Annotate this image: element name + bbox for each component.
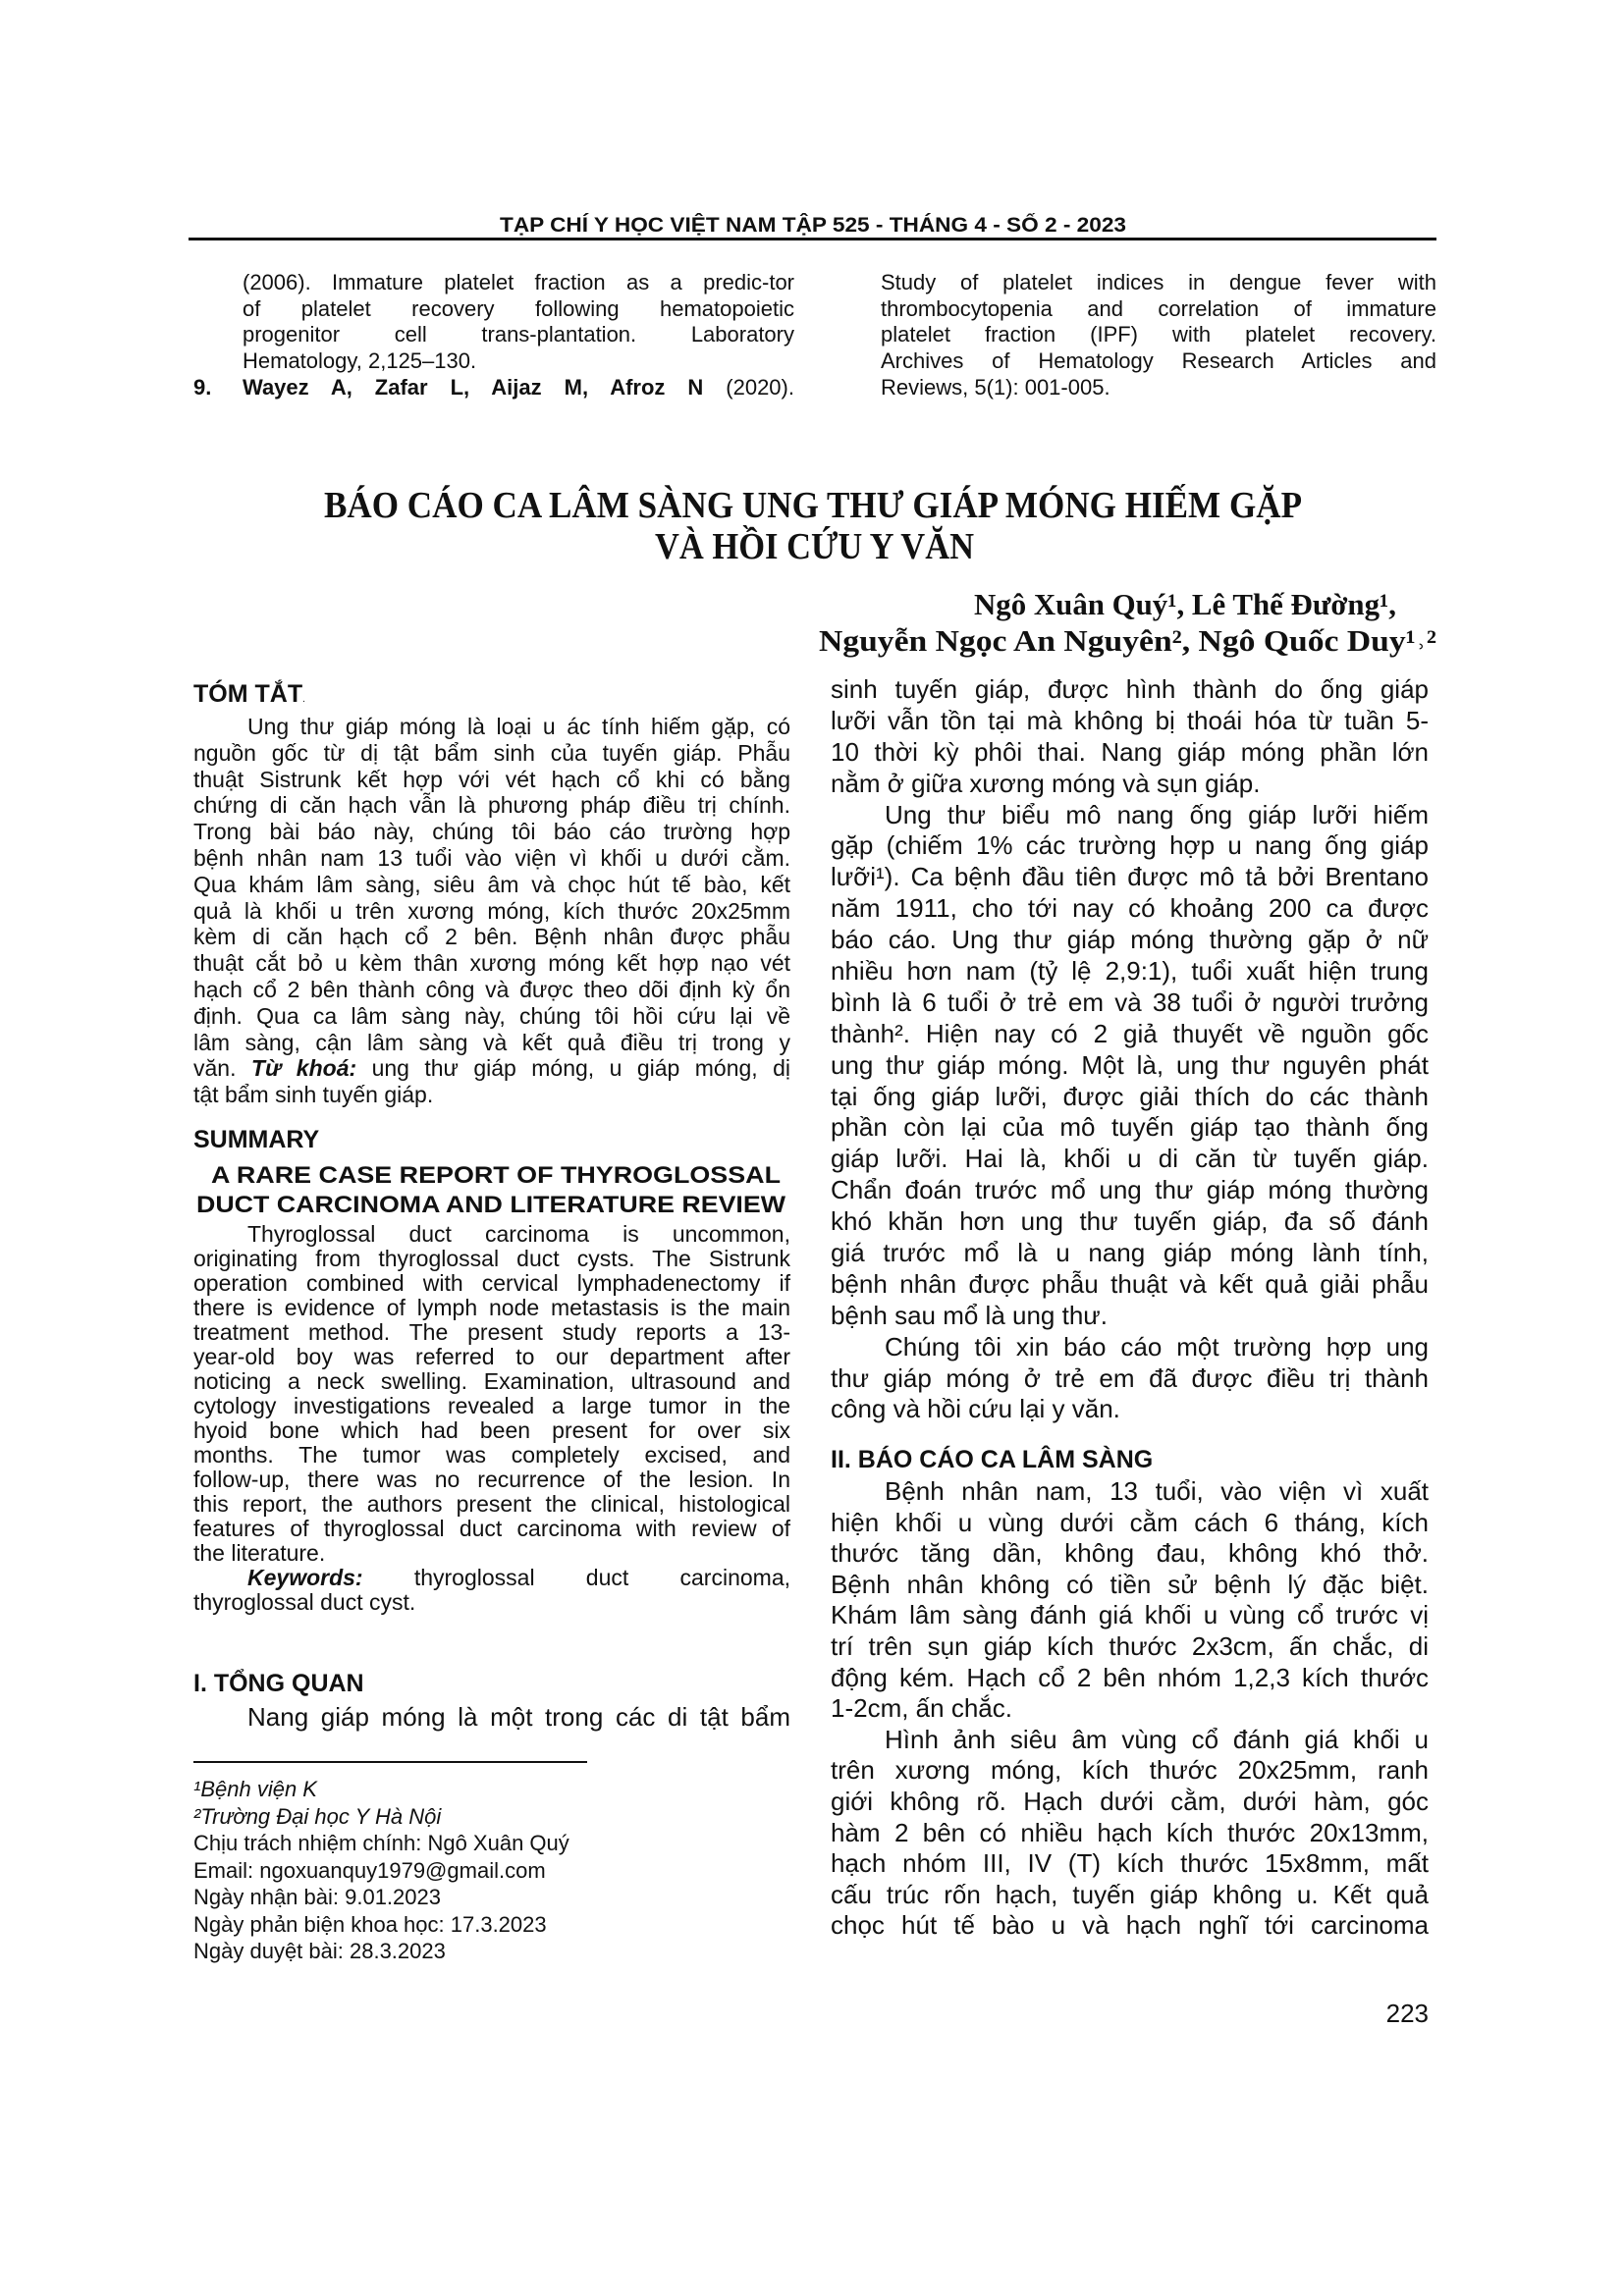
text-line	[193, 1055, 790, 1082]
abstract-english	[193, 1222, 790, 1615]
text-line	[243, 375, 794, 401]
text-line: Chẩn đoán trước mổ ung thư giáp móng thường	[831, 1175, 1429, 1205]
text-line: Ngày phản biện khoa học: 17.3.2023	[193, 1911, 547, 1937]
authors-text: Nguyễn Ngọc An Nguyên², Ngô Quốc Duy¹˒²	[819, 623, 1436, 658]
text-line: nằm ở giữa xương móng và sụn giáp.	[831, 768, 1261, 798]
text-line: chọc hút tế bào u và hạch nghĩ tới carcinoma	[831, 1910, 1429, 1941]
text-line: lưỡi¹). Ca bệnh đầu tiên được mô tả bởi Brentano	[831, 862, 1429, 892]
text-line: thrombocytopenia and correlation of immature	[881, 295, 1436, 321]
text-line: Bệnh nhân không có tiền sử bệnh lý đặc biệt.	[831, 1569, 1429, 1599]
summary-title-text: DUCT CARCINOMA AND LITERATURE REVIEW	[196, 1192, 785, 1218]
text-line: progenitor cell trans-plantation. Laboratory	[243, 322, 794, 347]
text-segment: thyroglossal duct carcinoma,	[362, 1564, 790, 1590]
text-line: hạch cổ 2 bên thành công và được theo dõi định kỳ ổn	[193, 976, 790, 1002]
journal-header-text: TẠP CHÍ Y HỌC VIỆT NAM TẬP 525 - THÁNG 4 - SỐ 2 - 2023	[500, 214, 1126, 237]
text-line: lưỡi vẫn tồn tại mà không bị thoái hóa từ tuần 5-	[831, 705, 1429, 735]
text-line: định. Qua ca lâm sàng này, chúng tôi hồi cứu lại về	[193, 1002, 790, 1029]
section-2-text	[831, 1476, 1429, 1942]
text-line: Ngày nhận bài: 9.01.2023	[193, 1885, 441, 1909]
text-segment: ²Trường Đại học Y Hà Nội	[193, 1803, 442, 1829]
text-segment: ung thư giáp móng, u giáp móng, dị	[356, 1055, 790, 1082]
header-divider	[189, 238, 1436, 240]
text-line: year-old boy was referred to our department after	[193, 1343, 790, 1369]
text-line: hiện khối u vùng dưới cằm cách 6 tháng, kích	[831, 1507, 1429, 1537]
authors-line-2	[819, 622, 1436, 659]
summary-heading: SUMMARY	[193, 1126, 320, 1153]
text-line: Trong bài báo này, chúng tôi báo cáo trường hợp	[193, 819, 790, 845]
text-line: bệnh sau mổ là ung thư.	[831, 1300, 1108, 1330]
text-line: phần còn lại của mô tuyến giáp tạo thành ống	[831, 1112, 1429, 1143]
text-line: công và hồi cứu lại y văn.	[831, 1394, 1120, 1424]
text-line: bệnh nhân được phẫu thuật và kết quả giải phẫu	[831, 1268, 1429, 1299]
text-line: Nang giáp móng là một trong các di tật bẩm	[247, 1702, 790, 1732]
footnote-divider	[193, 1761, 587, 1763]
summary-title-text: A RARE CASE REPORT OF THYROGLOSSAL	[211, 1162, 781, 1189]
text-line: follow-up, there was no recurrence of the lesion. In	[193, 1466, 790, 1492]
text-segment: văn.	[193, 1055, 251, 1082]
keyword-label: Keywords:	[247, 1564, 363, 1590]
text-line: nhiều hơn nam (tỷ lệ 2,9:1), tuổi xuất hiện trung	[831, 956, 1429, 987]
text-line: platelet fraction (IPF) with platelet recovery.	[881, 322, 1436, 347]
text-line: trí trên sụn giáp kích thước 2x3cm, ấn chắc, di	[831, 1630, 1429, 1661]
text-line: tại ống giáp lưỡi, được giải thích do các thành	[831, 1081, 1429, 1111]
text-line: kèm di căn hạch cổ 2 bên. Bệnh nhân được phẫu	[193, 924, 790, 950]
section-1-text-left	[193, 1702, 790, 1734]
text-line: thyroglossal duct cyst.	[193, 1588, 416, 1615]
text-line: Study of platelet indices in dengue fever with	[881, 270, 1436, 294]
text-line: Qua khám lâm sàng, siêu âm và chọc hút tế bào, kết	[193, 871, 790, 897]
text-line: Reviews, 5(1): 001-005.	[881, 374, 1110, 400]
text-segment: Wayez A, Zafar L, Aijaz M, Afroz N	[243, 374, 704, 400]
summary-title-line-2	[196, 1191, 785, 1220]
text-line: thuật cắt bỏ u kèm thân xương móng kết hợp nạo vét	[193, 950, 790, 977]
text-line: Thyroglossal duct carcinoma is uncommon,	[247, 1220, 790, 1247]
reference-8-continued	[243, 270, 794, 375]
text-line: giáp lưỡi. Hai là, khối u di căn từ tuyến giáp.	[831, 1144, 1429, 1174]
text-line: giá trước mổ là u nang giáp móng lành tính,	[831, 1238, 1429, 1268]
reference-9-number: 9.	[193, 374, 212, 400]
text-line: động kém. Hạch cổ 2 bên nhóm 1,2,3 kích thước	[831, 1662, 1429, 1692]
text-line: tật bẩm sinh tuyến giáp.	[193, 1082, 434, 1108]
article-title-text: BÁO CÁO CA LÂM SÀNG UNG THƯ GIÁP MÓNG HIẾM GẶP	[324, 485, 1302, 526]
article-title-text: VÀ HỒI CỨU Y VĂN	[655, 526, 974, 567]
text-line: Bệnh nhân nam, 13 tuổi, vào viện vì xuất	[885, 1476, 1429, 1506]
reference-9-authors	[243, 375, 794, 401]
abstract-vietnamese	[193, 714, 790, 1108]
footnotes	[193, 1776, 783, 1965]
section-1-heading: I. TỔNG QUAN	[193, 1670, 364, 1697]
text-line: Ung thư giáp móng là loại u ác tính hiếm gặp, có	[247, 714, 790, 739]
text-segment: (2020).	[703, 374, 794, 400]
text-line: cytology investigations revealed a large tumor in the	[193, 1392, 790, 1418]
reference-9-continued	[881, 270, 1436, 400]
authors-text: Ngô Xuân Quý¹, Lê Thế Đường¹,	[974, 587, 1396, 621]
text-line: Email: ngoxuanquy1979@gmail.com	[193, 1857, 546, 1883]
page-number: 223	[1385, 1999, 1429, 2028]
text-line: báo cáo. Ung thư giáp móng thường gặp ở nữ	[831, 925, 1429, 955]
text-line: khó khăn hơn ung thư tuyến giáp, đa số đánh	[831, 1206, 1429, 1237]
text-line: thước tăng dần, không đau, không khó thở.	[831, 1538, 1429, 1569]
heading-text: TÓM TẮT	[193, 680, 303, 708]
summary-title-line-1	[211, 1161, 781, 1191]
keyword-label: Từ khoá:	[250, 1055, 357, 1082]
section-2-heading: II. BÁO CÁO CA LÂM SÀNG	[831, 1446, 1154, 1473]
text-line: noticing a neck swelling. Examination, ultrasound and	[193, 1367, 790, 1394]
text-line: sinh tuyến giáp, được hình thành do ống giáp	[831, 674, 1429, 704]
text-line: Hình ảnh siêu âm vùng cổ đánh giá khối u	[885, 1724, 1429, 1754]
text-line: bệnh nhân nam 13 tuổi vào viện vì khối u dưới cằm.	[193, 844, 790, 871]
text-line: Chúng tôi xin báo cáo một trường hợp ung	[885, 1331, 1429, 1362]
text-line: treatment method. The present study reports a 13-	[193, 1318, 790, 1345]
text-line: (2006). Immature platelet fraction as a predic-tor	[243, 270, 794, 294]
section-1-text-right	[831, 674, 1429, 1425]
text-line: this report, the authors present the clinical, histological	[193, 1490, 790, 1517]
text-line: the literature.	[193, 1539, 326, 1566]
text-line: Hematology, 2,125–130.	[243, 348, 477, 374]
text-line: features of thyroglossal duct carcinoma with review of	[193, 1515, 790, 1541]
text-line: of platelet recovery following hematopoietic	[243, 295, 794, 321]
text-line: thuật Sistrunk kết hợp với vét hạch cổ khi có bằng	[193, 766, 790, 792]
text-line: originating from thyroglossal duct cysts. The Sistrunk	[193, 1245, 790, 1271]
text-line: Archives of Hematology Research Articles and	[881, 348, 1436, 374]
text-line: 10 thời kỳ phôi thai. Nang giáp móng phần lớn	[831, 736, 1429, 767]
text-line: thư giáp móng ở trẻ em đã được điều trị thành	[831, 1362, 1429, 1393]
authors-line-1	[974, 586, 1396, 622]
journal-running-header	[500, 212, 1126, 240]
text-line: ung thư giáp móng. Một là, ung thư nguyên phát	[831, 1049, 1429, 1080]
text-line: gặp (chiếm 1% các trường hợp u nang ống giáp	[831, 830, 1429, 861]
text-line: hàm 2 bên có nhiều hạch kích thước 20x13mm,	[831, 1817, 1429, 1847]
text-line: nguồn gốc từ dị tật bẩm sinh của tuyến giáp. Phẫu	[193, 739, 790, 766]
text-line: there is evidence of lymph node metastasis is the main	[193, 1294, 790, 1320]
text-line	[193, 1803, 783, 1831]
text-line: giới không rõ. Hạch dưới cằm, dưới hàm, góc	[831, 1786, 1429, 1816]
text-line: Ung thư biểu mô nang ống giáp lưỡi hiếm	[885, 799, 1429, 829]
text-line: 1-2cm, ấn chắc.	[831, 1693, 1012, 1724]
text-line: chứng di căn hạch vẫn là phương pháp điều trị chính.	[193, 792, 790, 819]
article-title-line-1	[324, 485, 1302, 526]
text-line: hyoid bone which had been present for over six	[193, 1416, 790, 1443]
text-line: năm 1911, cho tới nay có khoảng 200 ca được	[831, 893, 1429, 924]
text-line: operation combined with cervical lymphadenectomy if	[193, 1269, 790, 1296]
text-line: hạch nhóm III, IV (T) kích thước 15x8mm, mất	[831, 1848, 1429, 1879]
text-line	[193, 1566, 790, 1590]
heading-dot: .	[302, 694, 305, 705]
article-title-line-2	[655, 526, 974, 567]
text-line: trên xương móng, kích thước 20x25mm, ranh	[831, 1755, 1429, 1786]
text-line: thành². Hiện nay có 2 giả thuyết về nguồn gốc	[831, 1018, 1429, 1048]
text-line: months. The tumor was completely excised, and	[193, 1441, 790, 1468]
text-line: lâm sàng, cận lâm sàng và kết quả điều trị trong y	[193, 1029, 790, 1055]
text-line: Ngày duyệt bài: 28.3.2023	[193, 1939, 446, 1963]
text-line: Khám lâm sàng đánh giá khối u vùng cổ trước vị	[831, 1600, 1429, 1630]
text-line	[193, 1776, 783, 1803]
text-line: cấu trúc rốn hạch, tuyến giáp không u. Kết quả	[831, 1879, 1429, 1909]
text-line: bình là 6 tuổi ở trẻ em và 38 tuổi ở người trưởng	[831, 987, 1429, 1017]
text-line: Chịu trách nhiệm chính: Ngô Xuân Quý	[193, 1831, 569, 1855]
abstract-vi-heading	[193, 679, 305, 709]
text-segment: ¹Bệnh viện K	[193, 1777, 317, 1801]
text-line: quả là khối u trên xương móng, kích thước 20x25mm	[193, 897, 790, 924]
